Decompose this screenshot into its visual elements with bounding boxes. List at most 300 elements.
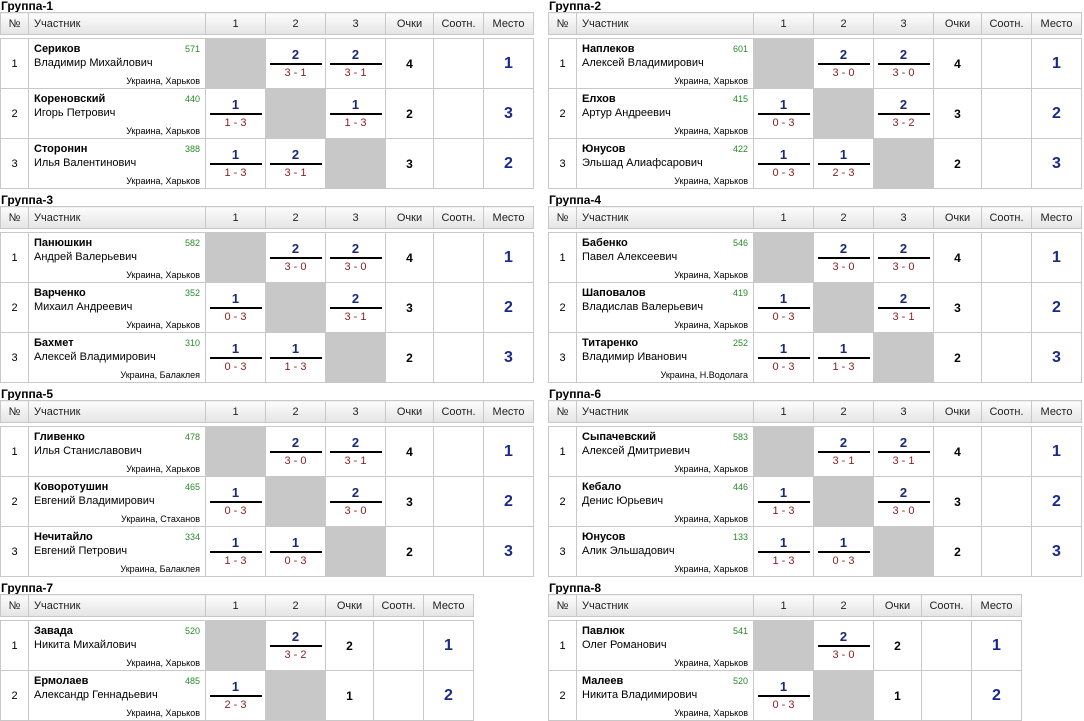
header-participant: Участник — [577, 13, 754, 35]
header-row — [1, 13, 534, 35]
total-points: 4 — [386, 39, 434, 89]
match-points: 2 — [818, 435, 870, 453]
header-col-3: 3 — [326, 401, 386, 423]
match-points: 1 — [818, 147, 870, 165]
match-score: 0 - 3 — [772, 360, 795, 373]
row-number: 3 — [1, 527, 29, 577]
place-cell: 2 — [484, 139, 534, 189]
participant-surname[interactable]: Нечитайло — [34, 531, 93, 543]
header-col-2: 2 — [814, 207, 874, 229]
participant-city: Украина, Харьков — [674, 126, 748, 136]
participant-surname[interactable]: Варченко — [34, 287, 86, 299]
self-match-cell — [754, 427, 814, 477]
match-score: 3 - 1 — [892, 454, 915, 467]
participant-surname[interactable]: Завада — [34, 625, 73, 637]
participant-surname[interactable]: Павлюк — [582, 625, 625, 637]
ratio-cell — [434, 427, 484, 477]
total-points: 1 — [874, 671, 922, 721]
participant-surname[interactable]: Малеев — [582, 675, 624, 687]
participant-city: Украина, Харьков — [126, 320, 200, 330]
participant-surname[interactable]: Титаренко — [582, 337, 639, 349]
place-cell: 1 — [484, 233, 534, 283]
participant-rating: 541 — [732, 626, 748, 636]
ratio-cell — [982, 39, 1032, 89]
match-result-cell — [874, 427, 934, 477]
header-place: Место — [1032, 13, 1082, 35]
group-table — [548, 12, 1082, 189]
participant-city: Украина, Харьков — [126, 658, 200, 668]
header-col-1: 1 — [206, 207, 266, 229]
match-score: 3 - 0 — [892, 504, 915, 517]
participant-rating: 419 — [732, 288, 748, 298]
participant-row — [1, 427, 534, 477]
participant-surname[interactable]: Коворотушин — [34, 481, 109, 493]
header-col-3: 3 — [874, 207, 934, 229]
participant-row — [549, 621, 1022, 671]
match-points: 1 — [758, 97, 810, 115]
participant-cell — [577, 477, 754, 527]
header-place: Место — [1032, 401, 1082, 423]
participant-rating: 520 — [732, 676, 748, 686]
match-points: 2 — [330, 435, 382, 453]
total-points: 2 — [386, 89, 434, 139]
place-cell: 2 — [424, 671, 474, 721]
participant-cell — [577, 39, 754, 89]
header-points: Очки — [386, 207, 434, 229]
ratio-cell — [982, 427, 1032, 477]
match-points: 2 — [878, 485, 930, 503]
match-result-cell — [266, 427, 326, 477]
match-result-cell — [874, 477, 934, 527]
self-match-cell — [206, 233, 266, 283]
participant-name: Олег Романович — [582, 639, 667, 651]
match-score: 0 - 3 — [224, 310, 247, 323]
participant-surname[interactable]: Бабенко — [582, 237, 628, 249]
total-points: 3 — [934, 477, 982, 527]
header-place: Место — [1032, 207, 1082, 229]
participant-row — [549, 39, 1082, 89]
ratio-cell — [434, 333, 484, 383]
match-result-cell — [266, 333, 326, 383]
participant-cell — [577, 333, 754, 383]
header-place: Место — [484, 207, 534, 229]
place-cell: 1 — [1032, 233, 1082, 283]
match-result-cell — [326, 427, 386, 477]
participant-cell — [29, 477, 206, 527]
participant-city: Украина, Харьков — [674, 176, 748, 186]
match-result-cell — [206, 477, 266, 527]
match-points: 2 — [270, 47, 322, 65]
header-num: № — [1, 595, 29, 617]
header-place: Место — [484, 13, 534, 35]
row-number: 2 — [1, 283, 29, 333]
match-result-cell — [754, 89, 814, 139]
match-result-cell — [206, 283, 266, 333]
participant-surname[interactable]: Панюшкин — [34, 237, 93, 249]
participant-name: Алик Эльшадович — [582, 545, 675, 557]
self-match-cell — [206, 621, 266, 671]
participant-rating: 546 — [732, 238, 748, 248]
match-points: 1 — [210, 341, 262, 359]
participant-surname[interactable]: Сериков — [34, 43, 81, 55]
participant-name: Илья Станиславович — [34, 445, 142, 457]
participant-surname[interactable]: Юнусов — [582, 531, 626, 543]
self-match-cell — [266, 89, 326, 139]
participant-row — [549, 671, 1022, 721]
row-number: 1 — [549, 427, 577, 477]
header-num: № — [1, 401, 29, 423]
self-match-cell — [266, 283, 326, 333]
participant-row — [1, 477, 534, 527]
match-score: 3 - 1 — [284, 66, 307, 79]
match-score: 0 - 3 — [224, 360, 247, 373]
header-points: Очки — [934, 401, 982, 423]
ratio-cell — [982, 89, 1032, 139]
match-score: 1 - 3 — [224, 554, 247, 567]
match-result-cell — [754, 283, 814, 333]
self-match-cell — [814, 89, 874, 139]
match-score: 3 - 1 — [892, 310, 915, 323]
header-col-1: 1 — [206, 401, 266, 423]
header-col-2: 2 — [814, 595, 874, 617]
ratio-cell — [374, 671, 424, 721]
participant-surname[interactable]: Ермолаев — [34, 675, 89, 687]
header-participant: Участник — [29, 401, 206, 423]
participant-cell — [29, 139, 206, 189]
match-result-cell — [814, 39, 874, 89]
match-points: 2 — [818, 629, 870, 647]
match-score: 3 - 0 — [832, 260, 855, 273]
header-ratio: Соотн. — [982, 13, 1032, 35]
header-col-1: 1 — [754, 13, 814, 35]
ratio-cell — [982, 477, 1032, 527]
match-result-cell — [814, 139, 874, 189]
participant-rating: 582 — [184, 238, 200, 248]
match-points: 1 — [758, 291, 810, 309]
match-score: 3 - 2 — [284, 648, 307, 661]
match-result-cell — [754, 527, 814, 577]
match-score: 0 - 3 — [772, 310, 795, 323]
ratio-cell — [982, 139, 1032, 189]
match-score: 0 - 3 — [832, 554, 855, 567]
match-points: 1 — [758, 147, 810, 165]
participant-name: Алексей Владимирович — [582, 57, 704, 69]
participant-rating: 352 — [184, 288, 200, 298]
participant-rating: 415 — [732, 94, 748, 104]
match-result-cell — [266, 39, 326, 89]
match-result-cell — [326, 39, 386, 89]
match-result-cell — [814, 527, 874, 577]
match-result-cell — [206, 139, 266, 189]
place-cell: 2 — [484, 283, 534, 333]
participant-name: Евгений Владимирович — [34, 495, 155, 507]
participant-cell — [29, 333, 206, 383]
group-table — [548, 206, 1082, 383]
place-cell: 2 — [1032, 283, 1082, 333]
match-score: 3 - 0 — [344, 504, 367, 517]
header-row — [1, 401, 534, 423]
participant-row — [549, 89, 1082, 139]
participant-surname[interactable]: Сыпачевский — [582, 431, 656, 443]
match-score: 3 - 0 — [284, 454, 307, 467]
self-match-cell — [814, 283, 874, 333]
group-table — [0, 206, 534, 383]
participant-name: Павел Алексеевич — [582, 251, 678, 263]
match-points: 1 — [210, 97, 262, 115]
header-ratio: Соотн. — [434, 207, 484, 229]
header-col-2: 2 — [266, 13, 326, 35]
row-number: 1 — [1, 39, 29, 89]
match-result-cell — [814, 333, 874, 383]
header-num: № — [1, 13, 29, 35]
match-result-cell — [874, 233, 934, 283]
row-number: 1 — [1, 621, 29, 671]
total-points: 2 — [386, 527, 434, 577]
participant-city: Украина, Балаклея — [120, 564, 200, 574]
participant-city: Украина, Харьков — [126, 76, 200, 86]
total-points: 3 — [934, 89, 982, 139]
match-score: 1 - 3 — [344, 116, 367, 129]
total-points: 2 — [326, 621, 374, 671]
header-points: Очки — [874, 595, 922, 617]
participant-surname[interactable]: Юнусов — [582, 143, 626, 155]
participant-city: Украина, Харьков — [674, 658, 748, 668]
match-score: 3 - 1 — [284, 166, 307, 179]
match-points: 1 — [210, 291, 262, 309]
match-result-cell — [754, 671, 814, 721]
participant-surname[interactable]: Гливенко — [34, 431, 85, 443]
ratio-cell — [434, 477, 484, 527]
self-match-cell — [754, 233, 814, 283]
participant-name: Никита Владимирович — [582, 689, 698, 701]
place-cell: 3 — [484, 527, 534, 577]
participant-surname[interactable]: Сторонин — [34, 143, 88, 155]
total-points: 4 — [386, 233, 434, 283]
match-points: 2 — [330, 47, 382, 65]
match-points: 2 — [878, 47, 930, 65]
match-score: 2 - 3 — [832, 166, 855, 179]
self-match-cell — [874, 333, 934, 383]
participant-cell — [577, 89, 754, 139]
place-cell: 1 — [1032, 39, 1082, 89]
header-col-2: 2 — [266, 207, 326, 229]
match-result-cell — [814, 233, 874, 283]
group-title: Группа-5 — [1, 387, 54, 401]
match-result-cell — [206, 527, 266, 577]
self-match-cell — [206, 39, 266, 89]
header-col-3: 3 — [874, 401, 934, 423]
match-result-cell — [326, 89, 386, 139]
participant-name: Владимир Михайлович — [34, 57, 153, 69]
row-number: 3 — [549, 333, 577, 383]
participant-row — [549, 233, 1082, 283]
participant-row — [549, 139, 1082, 189]
header-num: № — [549, 13, 577, 35]
participant-cell — [577, 233, 754, 283]
group-table — [0, 400, 534, 577]
match-score: 3 - 0 — [832, 66, 855, 79]
participant-row — [1, 233, 534, 283]
participant-name: Андрей Валерьевич — [34, 251, 137, 263]
participant-rating: 520 — [184, 626, 200, 636]
header-points: Очки — [386, 13, 434, 35]
participant-surname[interactable]: Наплеков — [582, 43, 635, 55]
participant-name: Эльшад Алиафсарович — [582, 157, 703, 169]
match-score: 1 - 3 — [832, 360, 855, 373]
header-row — [549, 207, 1082, 229]
header-place: Место — [972, 595, 1022, 617]
participant-cell — [29, 671, 206, 721]
header-col-2: 2 — [266, 595, 326, 617]
header-col-1: 1 — [206, 595, 266, 617]
match-points: 2 — [270, 241, 322, 259]
match-points: 2 — [330, 241, 382, 259]
total-points: 2 — [874, 621, 922, 671]
participant-name: Артур Андреевич — [582, 107, 671, 119]
match-score: 0 - 3 — [772, 698, 795, 711]
match-score: 1 - 3 — [772, 504, 795, 517]
participant-name: Илья Валентинович — [34, 157, 137, 169]
place-cell: 2 — [1032, 89, 1082, 139]
participant-name: Алексей Владимирович — [34, 351, 156, 363]
header-place: Место — [484, 401, 534, 423]
participant-rating: 252 — [732, 338, 748, 348]
group-title: Группа-3 — [1, 193, 54, 207]
participant-city: Украина, Харьков — [126, 708, 200, 718]
ratio-cell — [922, 621, 972, 671]
match-score: 3 - 0 — [892, 260, 915, 273]
match-result-cell — [814, 621, 874, 671]
match-result-cell — [814, 427, 874, 477]
participant-city: Украина, Балаклея — [120, 370, 200, 380]
self-match-cell — [326, 139, 386, 189]
header-participant: Участник — [29, 595, 206, 617]
header-col-1: 1 — [206, 13, 266, 35]
participant-row — [1, 527, 534, 577]
place-cell: 1 — [424, 621, 474, 671]
header-col-3: 3 — [874, 13, 934, 35]
group-title: Группа-8 — [549, 581, 602, 595]
row-number: 1 — [549, 233, 577, 283]
participant-city: Украина, Харьков — [674, 514, 748, 524]
participant-cell — [29, 283, 206, 333]
header-participant: Участник — [29, 207, 206, 229]
self-match-cell — [266, 477, 326, 527]
self-match-cell — [874, 139, 934, 189]
match-score: 3 - 1 — [832, 454, 855, 467]
participant-city: Украина, Харьков — [674, 76, 748, 86]
participant-cell — [29, 427, 206, 477]
match-score: 2 - 3 — [224, 698, 247, 711]
participant-row — [1, 671, 474, 721]
match-result-cell — [874, 39, 934, 89]
match-result-cell — [266, 527, 326, 577]
participant-surname[interactable]: Кореновский — [34, 93, 106, 105]
header-col-2: 2 — [266, 401, 326, 423]
row-number: 2 — [549, 283, 577, 333]
match-points: 1 — [210, 679, 262, 697]
match-score: 3 - 0 — [832, 648, 855, 661]
participant-rating: 133 — [732, 532, 748, 542]
total-points: 2 — [934, 333, 982, 383]
participant-rating: 571 — [184, 44, 200, 54]
place-cell: 1 — [1032, 427, 1082, 477]
total-points: 2 — [386, 333, 434, 383]
header-col-3: 3 — [326, 207, 386, 229]
ratio-cell — [434, 233, 484, 283]
row-number: 3 — [1, 139, 29, 189]
participant-name: Алексей Дмитриевич — [582, 445, 690, 457]
place-cell: 3 — [484, 89, 534, 139]
participant-surname[interactable]: Бахмет — [34, 337, 74, 349]
match-points: 1 — [818, 535, 870, 553]
header-points: Очки — [934, 207, 982, 229]
place-cell: 1 — [484, 427, 534, 477]
participant-name: Михаил Андреевич — [34, 301, 133, 313]
row-number: 2 — [549, 477, 577, 527]
participant-row — [549, 283, 1082, 333]
total-points: 4 — [386, 427, 434, 477]
header-num: № — [549, 595, 577, 617]
row-number: 2 — [1, 477, 29, 527]
participant-row — [1, 39, 534, 89]
match-score: 3 - 1 — [344, 66, 367, 79]
place-cell: 2 — [484, 477, 534, 527]
match-result-cell — [266, 621, 326, 671]
match-result-cell — [326, 283, 386, 333]
match-points: 1 — [758, 535, 810, 553]
place-cell: 3 — [1032, 139, 1082, 189]
header-ratio: Соотн. — [434, 13, 484, 35]
participant-city: Украина, Харьков — [126, 270, 200, 280]
match-result-cell — [266, 233, 326, 283]
header-row — [549, 13, 1082, 35]
header-col-3: 3 — [326, 13, 386, 35]
header-participant: Участник — [577, 401, 754, 423]
total-points: 2 — [934, 527, 982, 577]
participant-surname[interactable]: Елхов — [582, 93, 616, 105]
match-result-cell — [206, 671, 266, 721]
match-result-cell — [874, 89, 934, 139]
participant-city: Украина, Харьков — [674, 464, 748, 474]
ratio-cell — [434, 139, 484, 189]
participant-city: Украина, Харьков — [674, 708, 748, 718]
match-result-cell — [326, 477, 386, 527]
participant-row — [549, 333, 1082, 383]
header-ratio: Соотн. — [982, 207, 1032, 229]
participant-rating: 422 — [732, 144, 748, 154]
match-score: 0 - 3 — [772, 116, 795, 129]
header-ratio: Соотн. — [982, 401, 1032, 423]
row-number: 1 — [1, 427, 29, 477]
self-match-cell — [266, 671, 326, 721]
row-number: 2 — [1, 671, 29, 721]
participant-rating: 440 — [184, 94, 200, 104]
participant-row — [549, 527, 1082, 577]
header-col-2: 2 — [814, 13, 874, 35]
participant-surname[interactable]: Шаповалов — [582, 287, 646, 299]
ratio-cell — [434, 283, 484, 333]
ratio-cell — [434, 39, 484, 89]
match-points: 1 — [210, 535, 262, 553]
match-points: 2 — [270, 435, 322, 453]
participant-city: Украина, Стаханов — [121, 514, 200, 524]
place-cell: 3 — [1032, 333, 1082, 383]
participant-surname[interactable]: Кебало — [582, 481, 622, 493]
match-score: 0 - 3 — [772, 166, 795, 179]
group-title: Группа-1 — [1, 0, 54, 13]
match-score: 0 - 3 — [284, 554, 307, 567]
